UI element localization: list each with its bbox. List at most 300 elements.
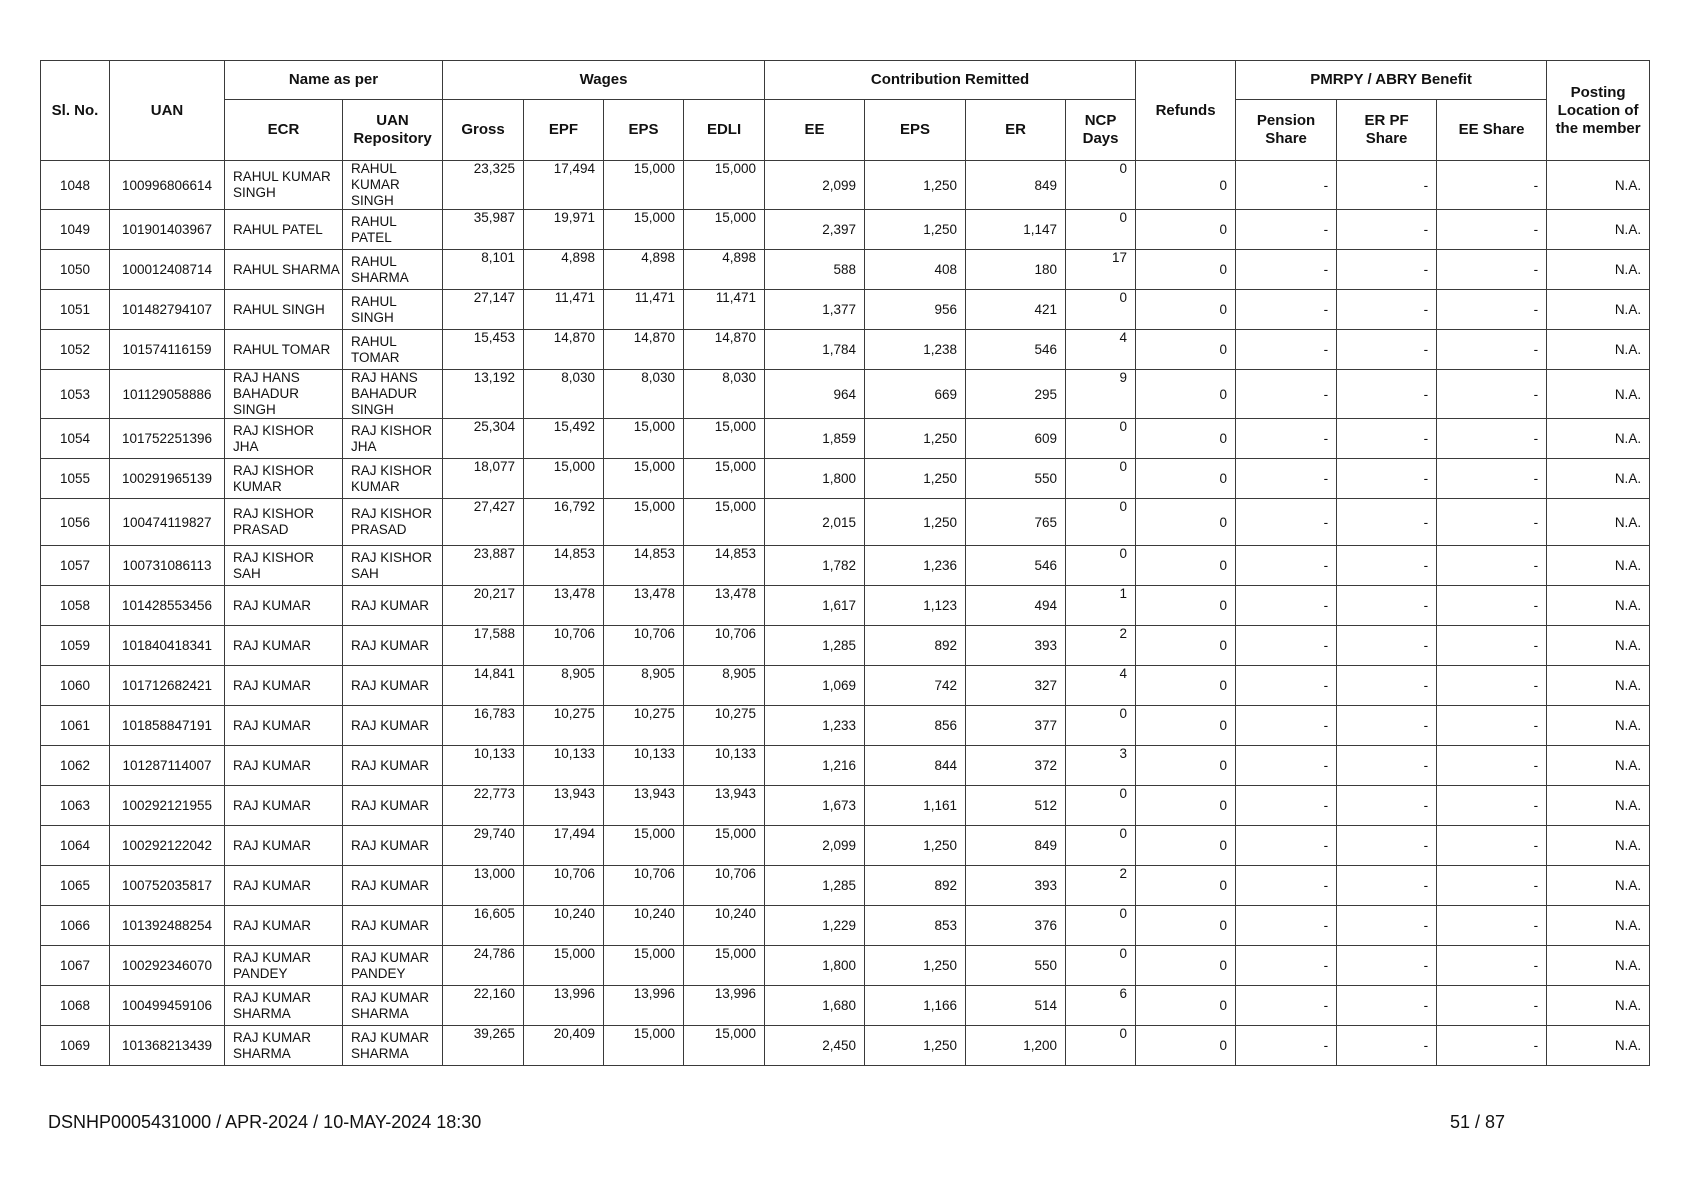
cell-uan-repository-name: RAJ KUMAR (343, 626, 443, 666)
cell-refunds: 0 (1136, 290, 1236, 330)
cell-refunds: 0 (1136, 706, 1236, 746)
cell-ncp-days: 0 (1066, 419, 1136, 459)
cell-epf: 20,409 (524, 1026, 604, 1066)
cell-eps-contribution: 742 (865, 666, 966, 706)
table-row (41, 459, 1650, 499)
cell-eps-contribution: 1,250 (865, 499, 966, 546)
cell-ee-share: - (1437, 786, 1547, 826)
cell-pension-share: - (1236, 826, 1337, 866)
cell-ncp-days: 4 (1066, 666, 1136, 706)
cell-ee-share: - (1437, 210, 1547, 250)
cell-ee-share: - (1437, 330, 1547, 370)
cell-pension-share: - (1236, 786, 1337, 826)
cell-er: 849 (966, 826, 1066, 866)
header-epf: EPF (524, 100, 604, 161)
header-eps: EPS (604, 100, 684, 161)
cell-ecr-name: RAJ KUMAR (225, 666, 343, 706)
cell-ee-share: - (1437, 546, 1547, 586)
cell-uan-repository-name: RAJ KISHOR JHA (343, 419, 443, 459)
cell-sl-no: 1069 (41, 1026, 110, 1066)
cell-er: 377 (966, 706, 1066, 746)
cell-er: 546 (966, 330, 1066, 370)
table-row (41, 786, 1650, 826)
cell-ee: 1,673 (765, 786, 865, 826)
cell-posting-location: N.A. (1547, 626, 1650, 666)
cell-epf: 10,240 (524, 906, 604, 946)
cell-er-pf-share: - (1337, 250, 1437, 290)
cell-refunds: 0 (1136, 826, 1236, 866)
table-row (41, 866, 1650, 906)
cell-edli: 15,000 (684, 826, 765, 866)
cell-pension-share: - (1236, 866, 1337, 906)
cell-eps-contribution: 856 (865, 706, 966, 746)
cell-edli: 14,853 (684, 546, 765, 586)
table-row (41, 946, 1650, 986)
cell-eps: 8,030 (604, 370, 684, 419)
cell-ee: 2,450 (765, 1026, 865, 1066)
cell-uan: 100292346070 (110, 946, 225, 986)
ecr-contribution-table (40, 60, 1650, 1066)
cell-eps: 14,870 (604, 330, 684, 370)
cell-epf: 15,492 (524, 419, 604, 459)
cell-ee-share: - (1437, 370, 1547, 419)
cell-ecr-name: RAJ KISHOR SAH (225, 546, 343, 586)
cell-er-pf-share: - (1337, 210, 1437, 250)
cell-er-pf-share: - (1337, 290, 1437, 330)
cell-gross: 25,304 (443, 419, 524, 459)
cell-ecr-name: RAJ KISHOR KUMAR (225, 459, 343, 499)
cell-uan-repository-name: RAJ KISHOR PRASAD (343, 499, 443, 546)
cell-uan-repository-name: RAJ KUMAR (343, 586, 443, 626)
cell-sl-no: 1062 (41, 746, 110, 786)
cell-ee: 2,397 (765, 210, 865, 250)
cell-ee-share: - (1437, 250, 1547, 290)
cell-er-pf-share: - (1337, 586, 1437, 626)
cell-uan: 100731086113 (110, 546, 225, 586)
cell-gross: 16,605 (443, 906, 524, 946)
cell-ee: 2,015 (765, 499, 865, 546)
cell-pension-share: - (1236, 499, 1337, 546)
cell-er: 765 (966, 499, 1066, 546)
table-row (41, 666, 1650, 706)
cell-er-pf-share: - (1337, 546, 1437, 586)
cell-ee-share: - (1437, 1026, 1547, 1066)
table-row (41, 546, 1650, 586)
header-ncp-days: NCP Days (1066, 100, 1136, 161)
cell-posting-location: N.A. (1547, 210, 1650, 250)
cell-sl-no: 1061 (41, 706, 110, 746)
page-number: 51 / 87 (1450, 1112, 1506, 1132)
cell-edli: 13,478 (684, 586, 765, 626)
cell-er-pf-share: - (1337, 666, 1437, 706)
cell-sl-no: 1055 (41, 459, 110, 499)
cell-eps: 15,000 (604, 946, 684, 986)
cell-er-pf-share: - (1337, 419, 1437, 459)
cell-refunds: 0 (1136, 210, 1236, 250)
cell-gross: 24,786 (443, 946, 524, 986)
cell-sl-no: 1050 (41, 250, 110, 290)
cell-pension-share: - (1236, 459, 1337, 499)
cell-eps-contribution: 1,250 (865, 946, 966, 986)
cell-eps-contribution: 956 (865, 290, 966, 330)
cell-gross: 35,987 (443, 210, 524, 250)
cell-uan-repository-name: RAHUL TOMAR (343, 330, 443, 370)
cell-refunds: 0 (1136, 161, 1236, 210)
cell-er-pf-share: - (1337, 161, 1437, 210)
cell-er: 550 (966, 459, 1066, 499)
cell-refunds: 0 (1136, 330, 1236, 370)
cell-eps: 10,275 (604, 706, 684, 746)
cell-uan-repository-name: RAJ KUMAR (343, 866, 443, 906)
cell-uan: 101368213439 (110, 1026, 225, 1066)
cell-ncp-days: 0 (1066, 706, 1136, 746)
cell-gross: 29,740 (443, 826, 524, 866)
cell-er: 376 (966, 906, 1066, 946)
cell-refunds: 0 (1136, 866, 1236, 906)
cell-sl-no: 1049 (41, 210, 110, 250)
cell-ee: 1,859 (765, 419, 865, 459)
table-row (41, 330, 1650, 370)
cell-uan-repository-name: RAHUL PATEL (343, 210, 443, 250)
cell-edli: 8,905 (684, 666, 765, 706)
cell-er: 180 (966, 250, 1066, 290)
cell-pension-share: - (1236, 586, 1337, 626)
cell-ee-share: - (1437, 499, 1547, 546)
cell-epf: 8,905 (524, 666, 604, 706)
cell-edli: 10,240 (684, 906, 765, 946)
cell-pension-share: - (1236, 746, 1337, 786)
cell-ee-share: - (1437, 586, 1547, 626)
cell-ecr-name: RAHUL SHARMA (225, 250, 343, 290)
cell-refunds: 0 (1136, 786, 1236, 826)
cell-ee-share: - (1437, 706, 1547, 746)
cell-posting-location: N.A. (1547, 986, 1650, 1026)
cell-ee: 1,800 (765, 459, 865, 499)
cell-er: 546 (966, 546, 1066, 586)
cell-gross: 22,160 (443, 986, 524, 1026)
cell-uan-repository-name: RAJ KISHOR SAH (343, 546, 443, 586)
cell-edli: 13,943 (684, 786, 765, 826)
cell-gross: 27,147 (443, 290, 524, 330)
cell-er-pf-share: - (1337, 746, 1437, 786)
cell-sl-no: 1048 (41, 161, 110, 210)
cell-pension-share: - (1236, 546, 1337, 586)
cell-ncp-days: 1 (1066, 586, 1136, 626)
table-row (41, 586, 1650, 626)
cell-gross: 20,217 (443, 586, 524, 626)
cell-posting-location: N.A. (1547, 370, 1650, 419)
header-eps-contribution: EPS (865, 100, 966, 161)
cell-ncp-days: 0 (1066, 210, 1136, 250)
cell-ncp-days: 0 (1066, 1026, 1136, 1066)
cell-refunds: 0 (1136, 419, 1236, 459)
cell-ncp-days: 4 (1066, 330, 1136, 370)
cell-ecr-name: RAJ KUMAR PANDEY (225, 946, 343, 986)
cell-er-pf-share: - (1337, 499, 1437, 546)
cell-er: 421 (966, 290, 1066, 330)
cell-ee: 2,099 (765, 826, 865, 866)
cell-eps-contribution: 1,250 (865, 459, 966, 499)
cell-epf: 4,898 (524, 250, 604, 290)
cell-uan-repository-name: RAJ KUMAR (343, 826, 443, 866)
header-wages: Wages (443, 61, 765, 100)
cell-ecr-name: RAHUL SINGH (225, 290, 343, 330)
cell-gross: 14,841 (443, 666, 524, 706)
cell-ncp-days: 17 (1066, 250, 1136, 290)
cell-sl-no: 1060 (41, 666, 110, 706)
cell-epf: 14,870 (524, 330, 604, 370)
cell-edli: 11,471 (684, 290, 765, 330)
cell-uan: 100499459106 (110, 986, 225, 1026)
cell-ncp-days: 6 (1066, 986, 1136, 1026)
header-pmrpy-abry-benefit: PMRPY / ABRY Benefit (1236, 61, 1547, 100)
header-row-sub (41, 100, 1650, 161)
cell-ee: 1,285 (765, 626, 865, 666)
table-row (41, 290, 1650, 330)
cell-pension-share: - (1236, 370, 1337, 419)
cell-ee-share: - (1437, 290, 1547, 330)
cell-gross: 8,101 (443, 250, 524, 290)
cell-ee-share: - (1437, 986, 1547, 1026)
cell-sl-no: 1056 (41, 499, 110, 546)
header-er: ER (966, 100, 1066, 161)
cell-eps: 14,853 (604, 546, 684, 586)
table-row (41, 210, 1650, 250)
cell-ecr-name: RAHUL KUMAR SINGH (225, 161, 343, 210)
cell-er-pf-share: - (1337, 626, 1437, 666)
cell-ecr-name: RAJ KUMAR (225, 626, 343, 666)
cell-uan: 100292122042 (110, 826, 225, 866)
cell-posting-location: N.A. (1547, 290, 1650, 330)
cell-posting-location: N.A. (1547, 746, 1650, 786)
cell-refunds: 0 (1136, 666, 1236, 706)
cell-eps-contribution: 669 (865, 370, 966, 419)
cell-sl-no: 1054 (41, 419, 110, 459)
cell-uan-repository-name: RAHUL KUMAR SINGH (343, 161, 443, 210)
cell-er-pf-share: - (1337, 906, 1437, 946)
cell-er: 327 (966, 666, 1066, 706)
cell-uan-repository-name: RAJ KUMAR (343, 666, 443, 706)
cell-uan-repository-name: RAJ KUMAR (343, 906, 443, 946)
cell-epf: 10,706 (524, 626, 604, 666)
cell-er: 550 (966, 946, 1066, 986)
table-row (41, 826, 1650, 866)
cell-uan-repository-name: RAJ KUMAR PANDEY (343, 946, 443, 986)
cell-uan: 101712682421 (110, 666, 225, 706)
cell-uan: 101129058886 (110, 370, 225, 419)
cell-edli: 15,000 (684, 459, 765, 499)
header-edli: EDLI (684, 100, 765, 161)
cell-ee: 1,617 (765, 586, 865, 626)
cell-refunds: 0 (1136, 746, 1236, 786)
cell-edli: 15,000 (684, 946, 765, 986)
cell-er: 1,147 (966, 210, 1066, 250)
cell-ee: 1,229 (765, 906, 865, 946)
cell-uan: 100012408714 (110, 250, 225, 290)
cell-pension-share: - (1236, 1026, 1337, 1066)
cell-eps: 15,000 (604, 419, 684, 459)
cell-epf: 11,471 (524, 290, 604, 330)
cell-eps-contribution: 1,250 (865, 419, 966, 459)
cell-er-pf-share: - (1337, 1026, 1437, 1066)
table-row (41, 161, 1650, 210)
cell-ecr-name: RAJ KUMAR (225, 706, 343, 746)
cell-posting-location: N.A. (1547, 1026, 1650, 1066)
cell-sl-no: 1058 (41, 586, 110, 626)
cell-pension-share: - (1236, 419, 1337, 459)
cell-gross: 17,588 (443, 626, 524, 666)
cell-posting-location: N.A. (1547, 706, 1650, 746)
cell-uan-repository-name: RAJ KUMAR SHARMA (343, 1026, 443, 1066)
cell-ee-share: - (1437, 866, 1547, 906)
header-refunds: Refunds (1136, 61, 1236, 161)
cell-eps-contribution: 1,250 (865, 161, 966, 210)
cell-eps-contribution: 1,250 (865, 826, 966, 866)
cell-eps-contribution: 1,161 (865, 786, 966, 826)
cell-pension-share: - (1236, 666, 1337, 706)
table-row (41, 250, 1650, 290)
cell-gross: 13,192 (443, 370, 524, 419)
cell-eps: 10,133 (604, 746, 684, 786)
cell-eps-contribution: 1,236 (865, 546, 966, 586)
table-row (41, 906, 1650, 946)
cell-gross: 27,427 (443, 499, 524, 546)
cell-epf: 10,275 (524, 706, 604, 746)
cell-posting-location: N.A. (1547, 866, 1650, 906)
cell-ecr-name: RAJ KUMAR (225, 786, 343, 826)
cell-eps: 11,471 (604, 290, 684, 330)
header-row-group (41, 61, 1650, 100)
cell-posting-location: N.A. (1547, 330, 1650, 370)
cell-uan-repository-name: RAJ HANS BAHADUR SINGH (343, 370, 443, 419)
header-uan-repository: UAN Repository (343, 100, 443, 161)
cell-eps-contribution: 844 (865, 746, 966, 786)
cell-eps-contribution: 1,250 (865, 210, 966, 250)
cell-posting-location: N.A. (1547, 250, 1650, 290)
cell-ncp-days: 0 (1066, 459, 1136, 499)
header-ee: EE (765, 100, 865, 161)
cell-uan-repository-name: RAHUL SINGH (343, 290, 443, 330)
cell-ee: 1,800 (765, 946, 865, 986)
cell-gross: 23,325 (443, 161, 524, 210)
cell-uan: 101392488254 (110, 906, 225, 946)
cell-ecr-name: RAJ KISHOR JHA (225, 419, 343, 459)
cell-epf: 17,494 (524, 826, 604, 866)
cell-eps: 15,000 (604, 210, 684, 250)
cell-er: 372 (966, 746, 1066, 786)
table-row (41, 986, 1650, 1026)
cell-ee: 588 (765, 250, 865, 290)
cell-eps-contribution: 853 (865, 906, 966, 946)
cell-ee-share: - (1437, 666, 1547, 706)
cell-ecr-name: RAJ KISHOR PRASAD (225, 499, 343, 546)
cell-eps-contribution: 1,250 (865, 1026, 966, 1066)
cell-eps: 10,706 (604, 626, 684, 666)
cell-uan-repository-name: RAJ KUMAR (343, 786, 443, 826)
cell-uan: 101574116159 (110, 330, 225, 370)
cell-eps: 10,240 (604, 906, 684, 946)
cell-edli: 15,000 (684, 161, 765, 210)
cell-sl-no: 1057 (41, 546, 110, 586)
cell-edli: 15,000 (684, 210, 765, 250)
cell-er: 1,200 (966, 1026, 1066, 1066)
table-row (41, 746, 1650, 786)
cell-uan: 101752251396 (110, 419, 225, 459)
cell-er: 393 (966, 866, 1066, 906)
cell-posting-location: N.A. (1547, 666, 1650, 706)
cell-epf: 14,853 (524, 546, 604, 586)
cell-uan-repository-name: RAJ KUMAR SHARMA (343, 986, 443, 1026)
cell-eps-contribution: 1,123 (865, 586, 966, 626)
cell-ncp-days: 0 (1066, 546, 1136, 586)
cell-ncp-days: 0 (1066, 786, 1136, 826)
cell-uan: 100996806614 (110, 161, 225, 210)
cell-posting-location: N.A. (1547, 419, 1650, 459)
cell-uan: 100752035817 (110, 866, 225, 906)
cell-edli: 10,706 (684, 626, 765, 666)
cell-er: 849 (966, 161, 1066, 210)
cell-ncp-days: 0 (1066, 290, 1136, 330)
header-gross: Gross (443, 100, 524, 161)
cell-refunds: 0 (1136, 626, 1236, 666)
cell-ecr-name: RAJ KUMAR (225, 866, 343, 906)
cell-ee-share: - (1437, 946, 1547, 986)
cell-sl-no: 1051 (41, 290, 110, 330)
cell-eps: 4,898 (604, 250, 684, 290)
cell-ee-share: - (1437, 626, 1547, 666)
cell-gross: 18,077 (443, 459, 524, 499)
cell-ecr-name: RAJ KUMAR (225, 746, 343, 786)
cell-edli: 10,706 (684, 866, 765, 906)
cell-ee: 1,233 (765, 706, 865, 746)
cell-ecr-name: RAJ KUMAR (225, 906, 343, 946)
cell-posting-location: N.A. (1547, 826, 1650, 866)
cell-ee: 1,784 (765, 330, 865, 370)
cell-refunds: 0 (1136, 586, 1236, 626)
cell-epf: 19,971 (524, 210, 604, 250)
cell-er: 295 (966, 370, 1066, 419)
cell-refunds: 0 (1136, 250, 1236, 290)
cell-sl-no: 1053 (41, 370, 110, 419)
cell-epf: 10,133 (524, 746, 604, 786)
cell-er-pf-share: - (1337, 706, 1437, 746)
cell-posting-location: N.A. (1547, 786, 1650, 826)
header-contribution-remitted: Contribution Remitted (765, 61, 1136, 100)
cell-epf: 15,000 (524, 946, 604, 986)
cell-ncp-days: 2 (1066, 866, 1136, 906)
cell-refunds: 0 (1136, 946, 1236, 986)
cell-ecr-name: RAHUL PATEL (225, 210, 343, 250)
cell-uan-repository-name: RAJ KUMAR (343, 746, 443, 786)
cell-ee-share: - (1437, 906, 1547, 946)
cell-uan: 100291965139 (110, 459, 225, 499)
cell-pension-share: - (1236, 946, 1337, 986)
cell-edli: 13,996 (684, 986, 765, 1026)
table-row (41, 626, 1650, 666)
table-row (41, 706, 1650, 746)
cell-uan: 101840418341 (110, 626, 225, 666)
cell-sl-no: 1065 (41, 866, 110, 906)
cell-eps: 15,000 (604, 459, 684, 499)
cell-sl-no: 1066 (41, 906, 110, 946)
cell-pension-share: - (1236, 161, 1337, 210)
cell-ee-share: - (1437, 746, 1547, 786)
cell-uan-repository-name: RAHUL SHARMA (343, 250, 443, 290)
cell-ecr-name: RAJ HANS BAHADUR SINGH (225, 370, 343, 419)
cell-er: 494 (966, 586, 1066, 626)
cell-edli: 10,275 (684, 706, 765, 746)
cell-ecr-name: RAJ KUMAR (225, 586, 343, 626)
